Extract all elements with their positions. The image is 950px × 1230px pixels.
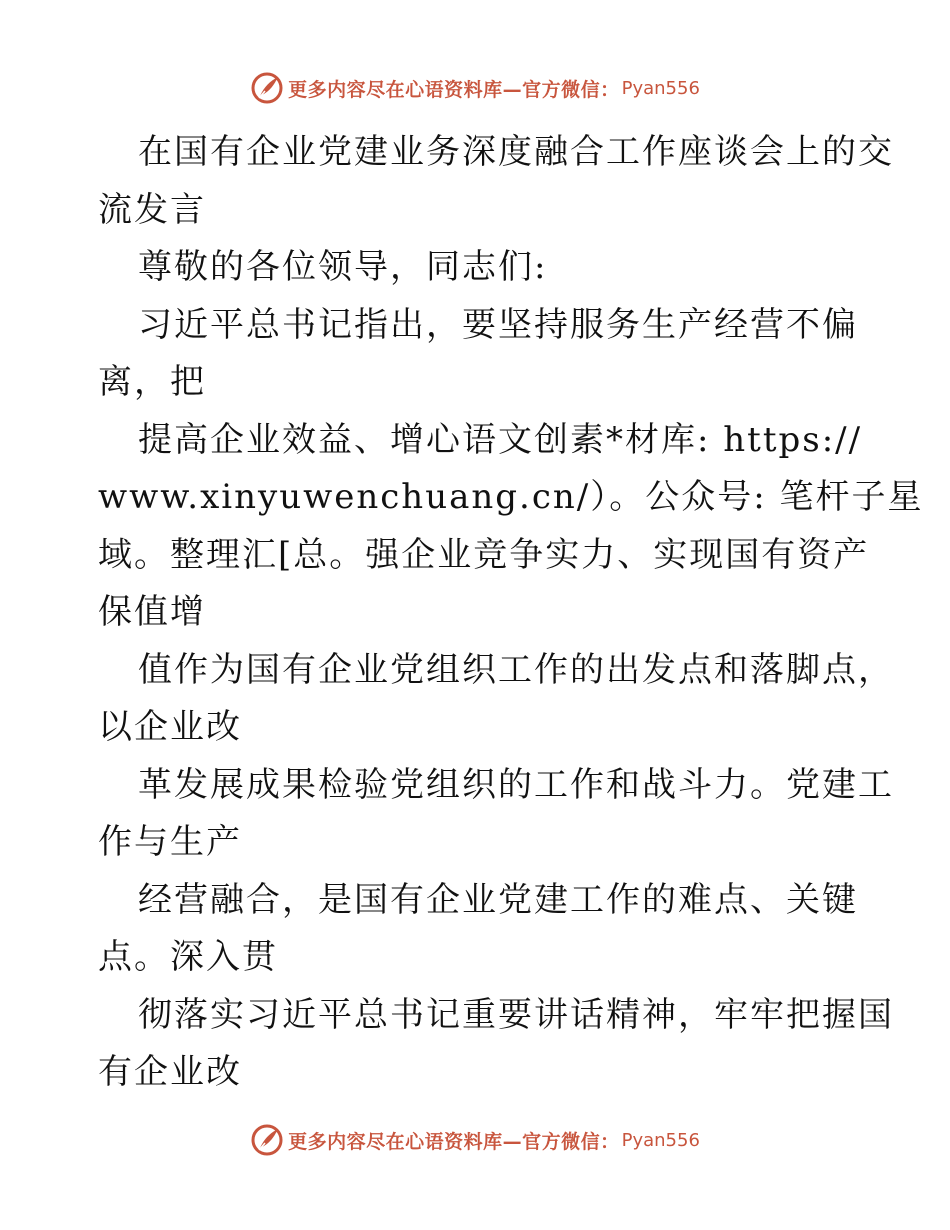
footer-watermark	[0, 1120, 950, 1160]
document-body	[98, 124, 924, 1102]
watermark-text: 更多内容尽在心语资料库—官方微信：	[288, 78, 620, 101]
text-line: 域。整理汇[总。强企业竞争实力、实现国有资产	[98, 534, 870, 575]
text-line: 作与生产	[98, 822, 242, 862]
text-line: 流发言	[98, 189, 206, 230]
text-line: 以企业改	[98, 707, 242, 747]
watermark-wechat-id: Pyan556	[621, 77, 700, 99]
text-line: 离，把	[98, 362, 206, 402]
text-line: www.xinyuwenchuang.cn/）。公众号: 笔杆子星	[98, 477, 924, 517]
text-line: 习近平总书记指出，要坚持服务生产经营不偏	[138, 304, 858, 345]
text-line: 彻落实习近平总书记重要讲话精神，牢牢把握国	[138, 994, 894, 1035]
text-line: 革发展成果检验党组织的工作和战斗力。党建工	[138, 764, 894, 805]
text-line: 尊敬的各位领导，同志们:	[138, 247, 548, 287]
quill-feather-logo-icon	[250, 71, 284, 105]
text-line: 经营融合，是国有企业党建工作的难点、关键	[138, 879, 858, 920]
text-line: 点。深入贯	[98, 937, 278, 977]
watermark-wechat-id: Pyan556	[621, 1129, 700, 1151]
text-line: 在国有企业党建业务深度融合工作座谈会上的交	[138, 132, 894, 172]
quill-feather-logo-icon	[250, 1123, 284, 1157]
text-line: 保值增	[98, 592, 206, 632]
header-watermark	[0, 68, 950, 108]
text-line: 提高企业效益、增心语文创素*材库: https://	[138, 419, 863, 460]
text-line: 值作为国有企业党组织工作的出发点和落脚点，	[138, 649, 894, 690]
watermark-text: 更多内容尽在心语资料库—官方微信：	[288, 1130, 620, 1153]
text-line: 有企业改	[98, 1052, 242, 1092]
